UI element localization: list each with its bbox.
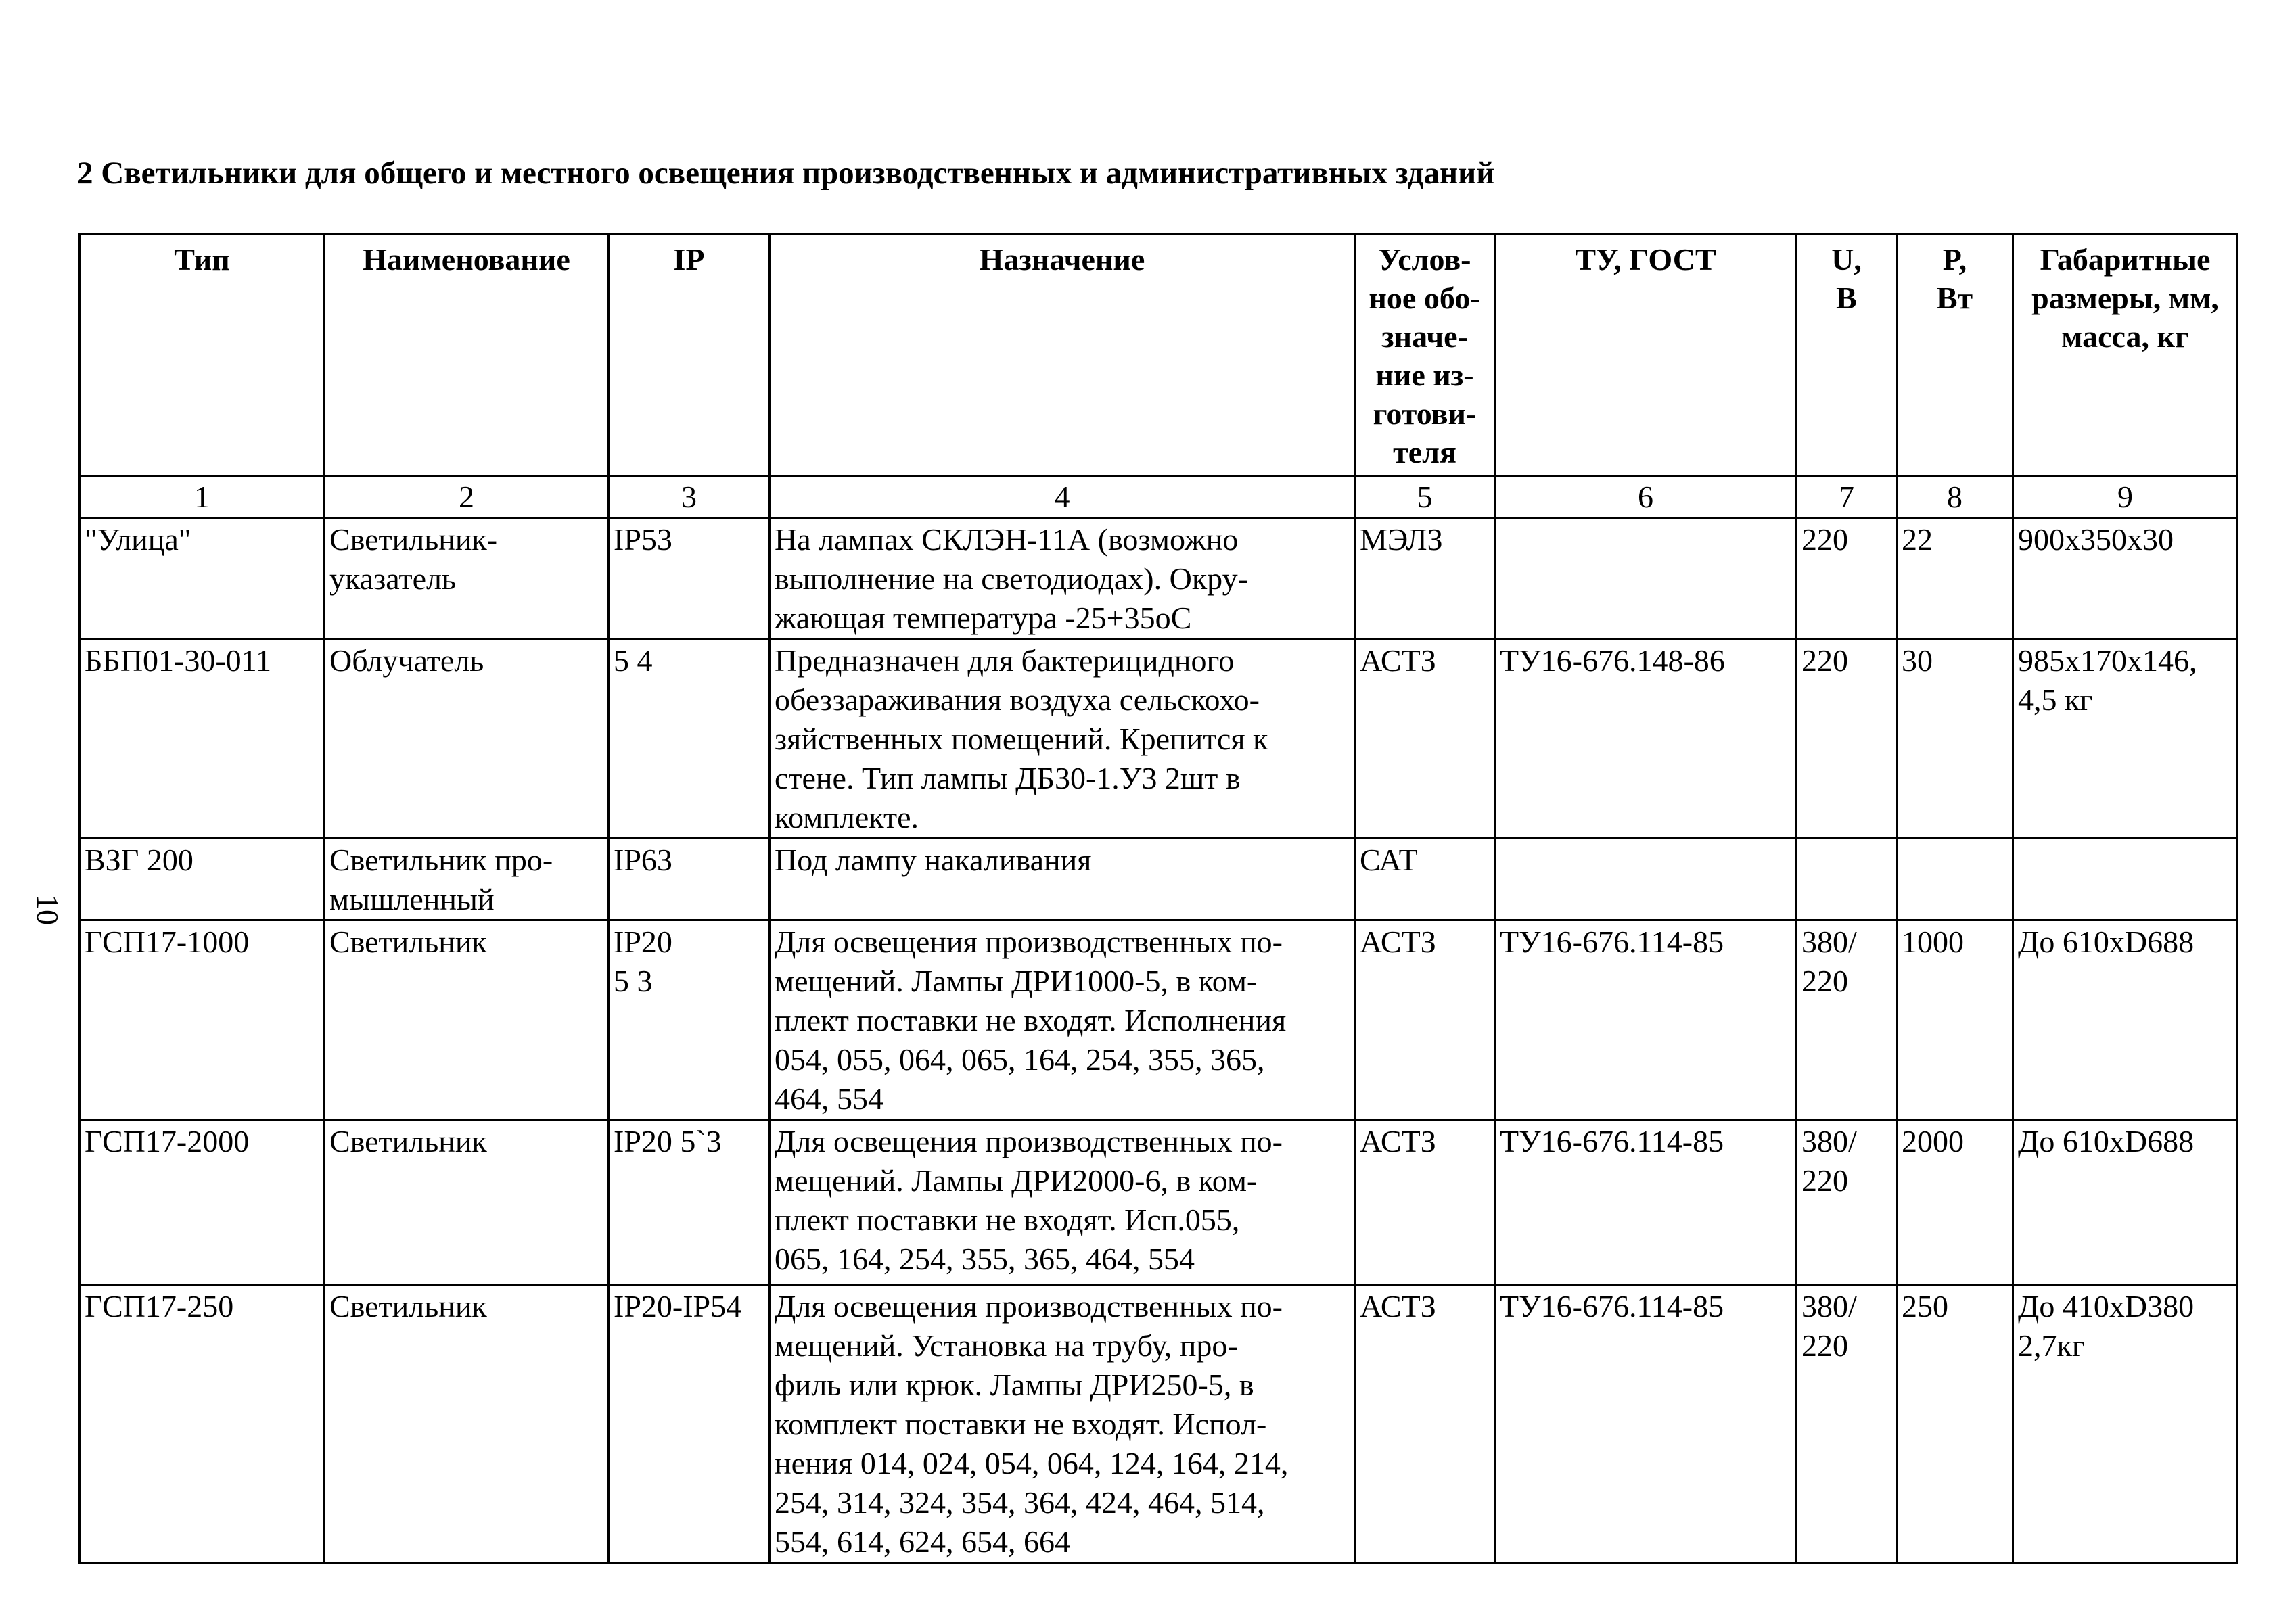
- header-purpose: Назначение: [770, 234, 1355, 477]
- column-number: 5: [1355, 477, 1495, 518]
- cell-tu: ТУ16-676.148-86: [1495, 639, 1797, 839]
- cell-maker: САТ: [1355, 839, 1495, 920]
- cell-dimensions: До 610xD688: [2013, 920, 2238, 1120]
- cell-voltage: 220: [1797, 518, 1897, 639]
- cell-ip: 5 4: [609, 639, 770, 839]
- cell-power: 30: [1897, 639, 2013, 839]
- table-row: [80, 518, 2238, 639]
- header-power: P, Вт: [1897, 234, 2013, 477]
- cell-dimensions: До 410xD380 2,7кг: [2013, 1285, 2238, 1563]
- cell-maker: АСТЗ: [1355, 1120, 1495, 1285]
- cell-voltage: [1797, 839, 1897, 920]
- cell-voltage: 380/ 220: [1797, 920, 1897, 1120]
- table-row: [80, 1120, 2238, 1285]
- section-title: 2 Светильники для общего и местного освещения производственных и административных зданий: [77, 156, 1495, 191]
- cell-type: "Улица": [80, 518, 325, 639]
- column-number: 3: [609, 477, 770, 518]
- header-tu-gost: ТУ, ГОСТ: [1495, 234, 1797, 477]
- cell-power: 2000: [1897, 1120, 2013, 1285]
- cell-purpose: Для освещения производственных по- мещений. Лампы ДРИ1000-5, в ком- плект поставки не входят. Исполнения 054, 055, 064, 065, 164, 254, 355, 365, 464, 554: [770, 920, 1355, 1120]
- cell-purpose: Предназначен для бактерицидного обеззараживания воздуха сельскохо- зяйственных помещений. Крепится к стене. Тип лампы ДБ30-1.У3 2шт в комплекте.: [770, 639, 1355, 839]
- cell-ip: IP20-IP54: [609, 1285, 770, 1563]
- column-number: 2: [325, 477, 609, 518]
- header-row: [80, 234, 2238, 477]
- cell-voltage: 380/ 220: [1797, 1285, 1897, 1563]
- cell-name: Светильник- указатель: [325, 518, 609, 639]
- cell-name: Светильник: [325, 1120, 609, 1285]
- cell-tu: [1495, 518, 1797, 639]
- cell-tu: ТУ16-676.114-85: [1495, 1285, 1797, 1563]
- cell-type: ББП01-30-011: [80, 639, 325, 839]
- column-number-row: [80, 477, 2238, 518]
- cell-name: Светильник про- мышленный: [325, 839, 609, 920]
- table-row: [80, 1285, 2238, 1563]
- cell-voltage: 220: [1797, 639, 1897, 839]
- header-ip: IP: [609, 234, 770, 477]
- cell-type: ГСП17-1000: [80, 920, 325, 1120]
- cell-ip: IP63: [609, 839, 770, 920]
- cell-tu: ТУ16-676.114-85: [1495, 920, 1797, 1120]
- header-name: Наименование: [325, 234, 609, 477]
- cell-purpose: Для освещения производственных по- мещений. Установка на трубу, про- филь или крюк. Лампы ДРИ250-5, в комплект поставки не входят. Испол- нения 014, 024, 054, 064, 124, 164, 214, 254, 314, 324, 354, 364, 424, 464, 514, 554, 614, 624, 654, 664: [770, 1285, 1355, 1563]
- column-number: 1: [80, 477, 325, 518]
- cell-dimensions: 900x350x30: [2013, 518, 2238, 639]
- cell-power: 1000: [1897, 920, 2013, 1120]
- cell-dimensions: 985x170x146, 4,5 кг: [2013, 639, 2238, 839]
- cell-power: [1897, 839, 2013, 920]
- cell-power: 22: [1897, 518, 2013, 639]
- cell-power: 250: [1897, 1285, 2013, 1563]
- cell-type: ВЗГ 200: [80, 839, 325, 920]
- cell-purpose: На лампах СКЛЭН-11А (возможно выполнение на светодиодах). Окру- жающая температура -25+35оС: [770, 518, 1355, 639]
- column-number: 6: [1495, 477, 1797, 518]
- cell-ip: IP20 5 3: [609, 920, 770, 1120]
- page-number: 10: [30, 894, 65, 925]
- cell-name: Светильник: [325, 1285, 609, 1563]
- column-number: 9: [2013, 477, 2238, 518]
- cell-tu: ТУ16-676.114-85: [1495, 1120, 1797, 1285]
- cell-maker: АСТЗ: [1355, 920, 1495, 1120]
- cell-name: Облучатель: [325, 639, 609, 839]
- cell-purpose: Под лампу накаливания: [770, 839, 1355, 920]
- table-row: [80, 920, 2238, 1120]
- cell-type: ГСП17-2000: [80, 1120, 325, 1285]
- cell-dimensions: До 610xD688: [2013, 1120, 2238, 1285]
- cell-ip: IP20 5`3: [609, 1120, 770, 1285]
- cell-name: Светильник: [325, 920, 609, 1120]
- column-number: 7: [1797, 477, 1897, 518]
- cell-dimensions: [2013, 839, 2238, 920]
- luminaires-table: [78, 233, 2238, 1564]
- cell-tu: [1495, 839, 1797, 920]
- column-number: 4: [770, 477, 1355, 518]
- header-voltage: U, В: [1797, 234, 1897, 477]
- cell-maker: АСТЗ: [1355, 639, 1495, 839]
- header-dimensions: Габаритные размеры, мм, масса, кг: [2013, 234, 2238, 477]
- cell-voltage: 380/ 220: [1797, 1120, 1897, 1285]
- header-maker: Услов- ное обо- значе- ние из- готови- теля: [1355, 234, 1495, 477]
- cell-maker: АСТЗ: [1355, 1285, 1495, 1563]
- cell-maker: МЭЛЗ: [1355, 518, 1495, 639]
- table-row: [80, 839, 2238, 920]
- header-type: Тип: [80, 234, 325, 477]
- cell-type: ГСП17-250: [80, 1285, 325, 1563]
- cell-ip: IP53: [609, 518, 770, 639]
- cell-purpose: Для освещения производственных по- мещений. Лампы ДРИ2000-6, в ком- плект поставки не входят. Исп.055, 065, 164, 254, 355, 365, 464, 554: [770, 1120, 1355, 1285]
- column-number: 8: [1897, 477, 2013, 518]
- table-row: [80, 639, 2238, 839]
